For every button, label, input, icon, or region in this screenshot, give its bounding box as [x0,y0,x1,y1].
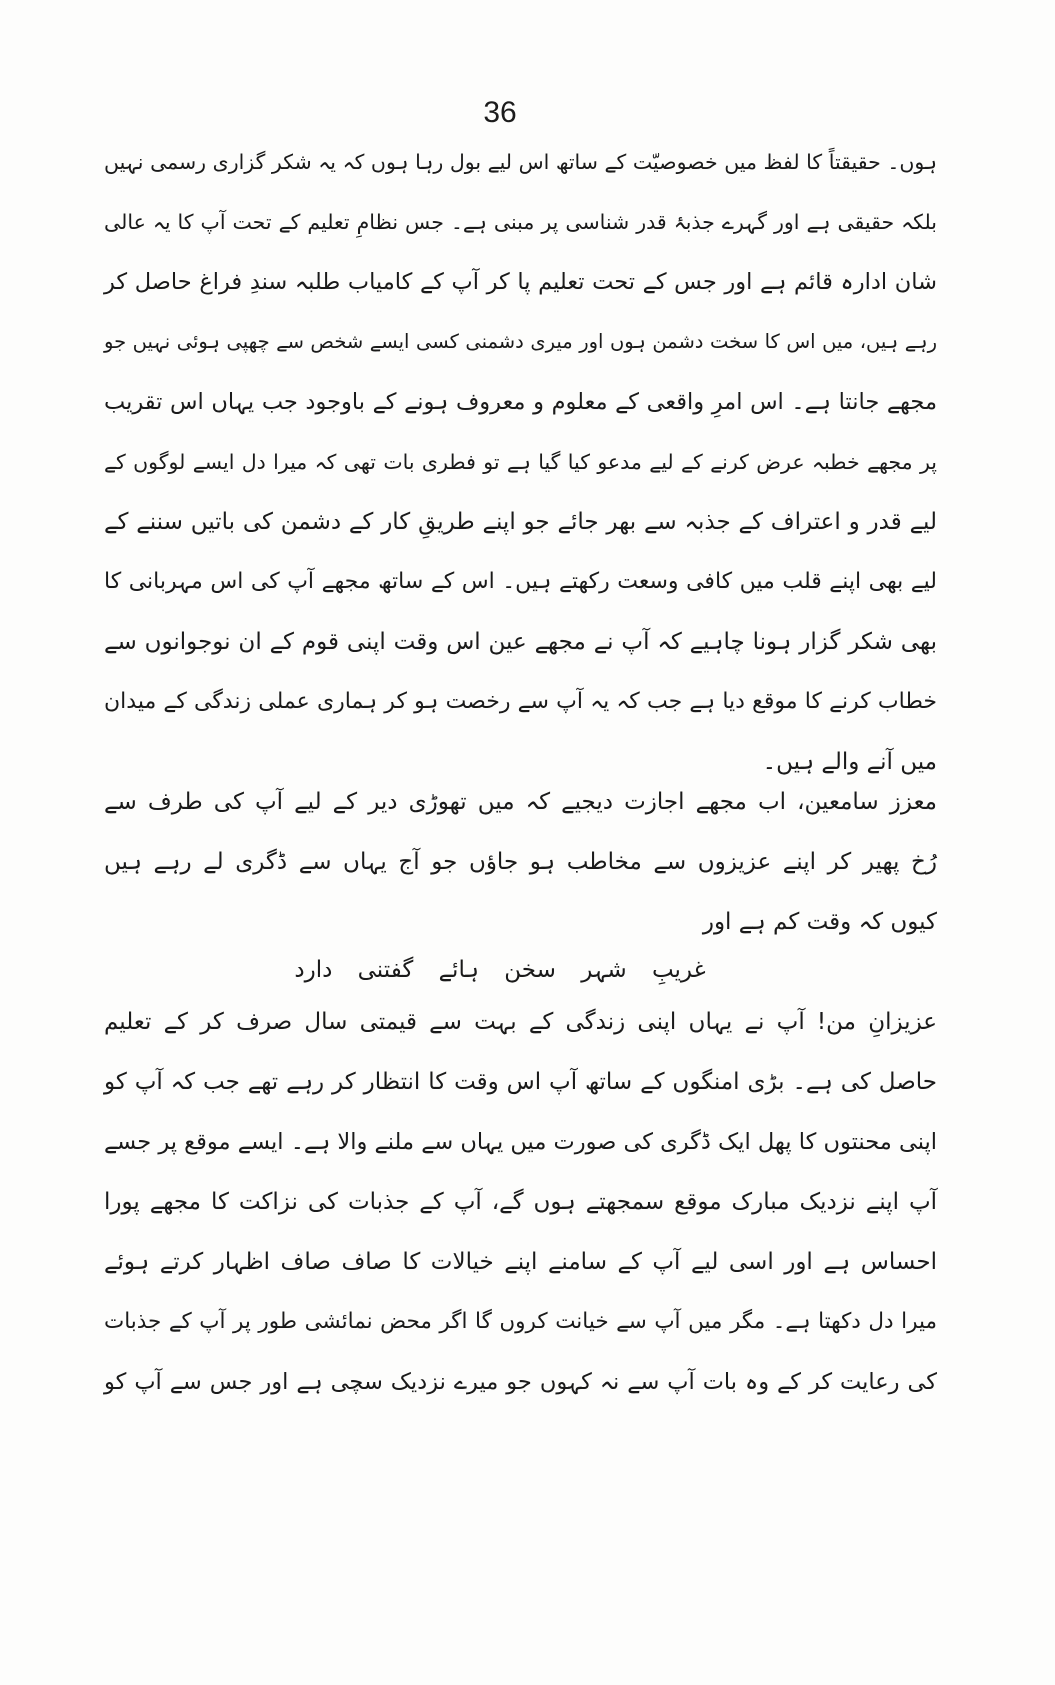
text-line: مجھے جانتا ہے۔ اس امرِ واقعی کے معلوم و معروف ہونے کے باوجود جب یہاں اس تقریب [104,389,937,415]
paragraph-3 [104,992,937,1412]
text-line: معزز سامعین، اب مجھے اجازت دیجیے کہ میں تھوڑی دیر کے لیے آپ کی طرف سے [104,789,937,815]
text-line: عزیزانِ من! آپ نے یہاں اپنی زندگی کے بہت سے قیمتی سال صرف کر کے تعلیم [104,1009,937,1035]
text-line: لیے قدر و اعتراف کے جذبہ سے بھر جائے جو اپنے طریقِ کار کے دشمن کی باتیں سننے کے [104,509,937,535]
paragraph-1 [104,132,937,792]
text-line: میرا دل دکھتا ہے۔ مگر میں آپ سے خیانت کروں گا اگر محض نمائشی طور پر آپ کے جذبات [104,1309,937,1334]
poetry-verse: غریبِ شہر سخن ہائے گفتنی دارد [294,957,706,983]
text-line: پر مجھے خطبہ عرض کرنے کے لیے مدعو کیا گیا ہے تو فطری بات تھی کہ میرا دل ایسے لوگوں کے [104,450,937,474]
text-line: رُخ پھیر کر اپنے عزیزوں سے مخاطب ہو جاؤں جو آج یہاں سے ڈگری لے رہے ہیں [104,849,937,875]
text-line: خطاب کرنے کا موقع دیا ہے جب کہ یہ آپ سے رخصت ہو کر ہماری عملی زندگی کے میدان [104,689,937,714]
text-line: بھی شکر گزار ہونا چاہیے کہ آپ نے مجھے عین اس وقت اپنی قوم کے ان نوجوانوں سے [104,629,937,655]
text-line: شان ادارہ قائم ہے اور جس کے تحت تعلیم پا کر آپ کے کامیاب طلبہ سندِ فراغ حاصل کر [104,269,937,295]
text-line: اپنی محنتوں کا پھل ایک ڈگری کی صورت میں یہاں سے ملنے والا ہے۔ ایسے موقع پر جسے [104,1129,937,1155]
text-line: لیے بھی اپنے قلب میں کافی وسعت رکھتے ہیں۔ اس کے ساتھ مجھے آپ کی اس مہربانی کا [104,569,937,594]
page-number: 36 [483,96,517,129]
paragraph-2 [104,772,937,952]
text-line: کی رعایت کر کے وہ بات آپ سے نہ کہوں جو میرے نزدیک سچی ہے اور جس سے آپ کو [104,1369,937,1395]
text-line: بلکہ حقیقی ہے اور گہرے جذبۂ قدر شناسی پر مبنی ہے۔ جس نظامِ تعلیم کے تحت آپ کا یہ عالی [104,210,937,234]
text-line: رہے ہیں، میں اس کا سخت دشمن ہوں اور میری دشمنی کسی ایسے شخص سے چھپی ہوئی نہیں جو [104,330,937,353]
text-line: آپ اپنے نزدیک مبارک موقع سمجھتے ہوں گے، آپ کے جذبات کی نزاکت کا مجھے پورا [104,1189,937,1215]
text-line: حاصل کی ہے۔ بڑی امنگوں کے ساتھ آپ اس وقت کا انتظار کر رہے تھے جب کہ آپ کو [104,1069,937,1095]
text-line: ہوں۔ حقیقتاً کا لفظ میں خصوصیّت کے ساتھ اس لیے بول رہا ہوں کہ یہ شکر گزاری رسمی نہیں [104,150,937,174]
text-line: کیوں کہ وقت کم ہے اور [702,909,937,935]
text-line: احساس ہے اور اسی لیے آپ کے سامنے اپنے خیالات کا صاف صاف اظہار کرتے ہوئے [104,1249,937,1275]
text-line: میں آنے والے ہیں۔ [762,749,937,775]
